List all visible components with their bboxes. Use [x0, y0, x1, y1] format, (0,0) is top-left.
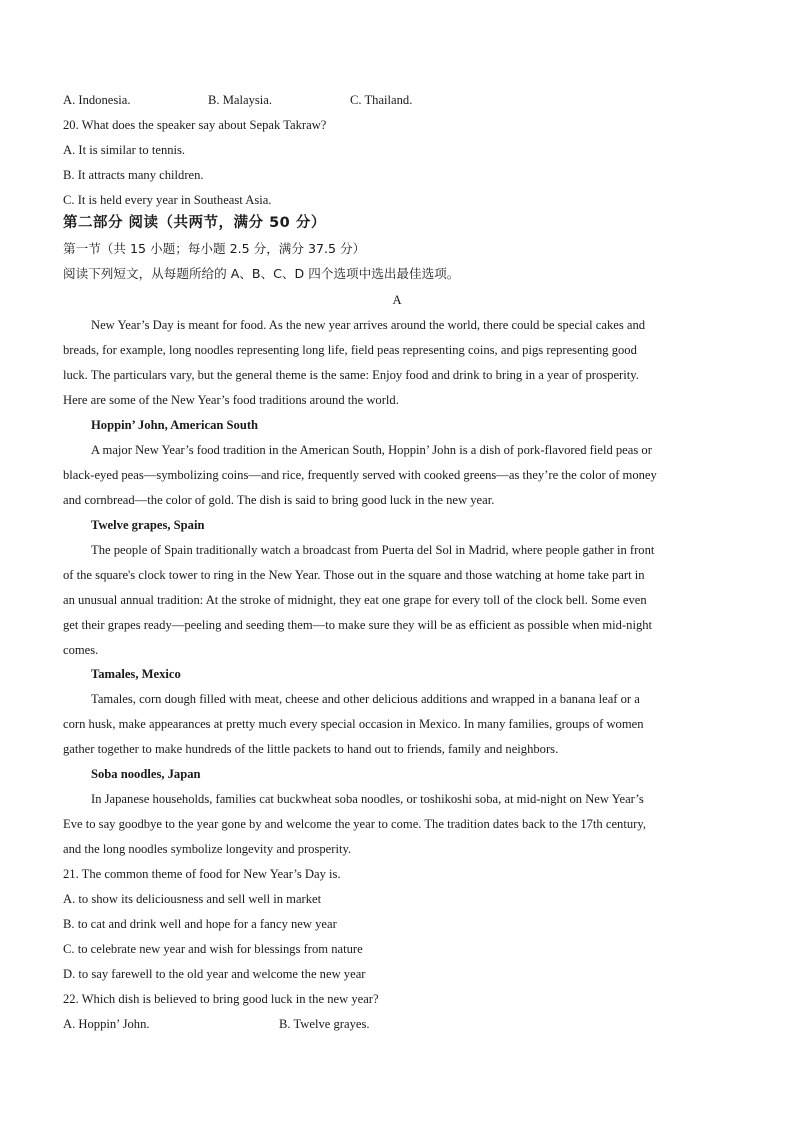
question-20-option-a: A. It is similar to tennis.: [63, 143, 186, 157]
passage-letter: A: [392, 293, 402, 307]
paragraph-line: Eve to say goodbye to the year gone by and welcome the year to come. The tradition dates back to the 17th century,: [63, 817, 646, 831]
question-21-option-c: C. to celebrate new year and wish for blessings from nature: [63, 942, 363, 956]
option-a: A. Indonesia.: [63, 93, 131, 107]
paragraph-line: and the long noodles symbolize longevity and prosperity.: [63, 842, 352, 856]
intro-line: Here are some of the New Year’s food traditions around the world.: [63, 393, 399, 407]
question-21: 21. The common theme of food for New Year’s Day is.: [63, 867, 341, 881]
section-subtitle: 第一节（共 15 小题；每小题 2.5 分，满分 37.5 分）: [63, 241, 366, 256]
subheading-hoppin-john: Hoppin’ John, American South: [91, 418, 259, 432]
paragraph-line: get their grapes ready—peeling and seeding them—to make sure they will be as efficient as possible when mid-night: [63, 618, 653, 632]
subheading-soba-noodles: Soba noodles, Japan: [91, 767, 201, 781]
paragraph-line: Tamales, corn dough filled with meat, cheese and other delicious additions and wrapped in a banana leaf or a: [91, 692, 640, 706]
paragraph-line: The people of Spain traditionally watch a broadcast from Puerta del Sol in Madrid, where people gather in front: [91, 543, 655, 557]
question-20-option-c: C. It is held every year in Southeast Asia.: [63, 193, 272, 207]
question-21-option-a: A. to show its deliciousness and sell well in market: [63, 892, 322, 906]
question-20-option-b: B. It attracts many children.: [63, 168, 204, 182]
section-instruction: 阅读下列短文，从每题所给的 A、B、C、D 四个选项中选出最佳选项。: [63, 266, 460, 281]
question-22: 22. Which dish is believed to bring good luck in the new year?: [63, 992, 379, 1006]
paragraph-line: comes.: [63, 643, 99, 657]
option-b: B. Malaysia.: [208, 93, 273, 107]
paragraph-line: of the square's clock tower to ring in the New Year. Those out in the square and those watching at home take part in: [63, 568, 645, 582]
subheading-tamales: Tamales, Mexico: [91, 667, 181, 681]
question-22-option-b: B. Twelve grayes.: [279, 1017, 370, 1031]
question-20: 20. What does the speaker say about Sepak Takraw?: [63, 118, 327, 132]
paragraph-line: gather together to make hundreds of the little packets to hand out to friends, family and neighbors.: [63, 742, 559, 756]
section-title: 第二部分 阅读（共两节，满分 50 分）: [63, 215, 326, 231]
paragraph-line: and cornbread—the color of gold. The dish is said to bring good luck in the new year.: [63, 493, 495, 507]
paragraph-line: black-eyed peas—symbolizing coins—and rice, frequently served with cooked greens—as they’re the color of money: [63, 468, 657, 482]
intro-line: breads, for example, long noodles representing long life, field peas representing coins, and pigs representing good: [63, 343, 637, 357]
question-21-option-d: D. to say farewell to the old year and welcome the new year: [63, 967, 366, 981]
paragraph-line: In Japanese households, families cat buckwheat soba noodles, or toshikoshi soba, at mid-night on New Year’s: [91, 792, 644, 806]
paragraph-line: corn husk, make appearances at pretty much every special occasion in Mexico. In many families, groups of women: [63, 717, 644, 731]
intro-line: New Year’s Day is meant for food. As the new year arrives around the world, there could be special cakes and: [91, 318, 646, 332]
option-c: C. Thailand.: [350, 93, 413, 107]
subheading-twelve-grapes: Twelve grapes, Spain: [91, 518, 205, 532]
paragraph-line: an unusual annual tradition: At the stroke of midnight, they eat one grape for every toll of the clock bell. Some even: [63, 593, 647, 607]
question-21-option-b: B. to cat and drink well and hope for a fancy new year: [63, 917, 337, 931]
paragraph-line: A major New Year’s food tradition in the American South, Hoppin’ John is a dish of pork-flavored field peas or: [91, 443, 652, 457]
intro-line: luck. The particulars vary, but the general theme is the same: Enjoy food and drink to bring in a year of prosperity.: [63, 368, 639, 382]
question-22-option-a: A. Hoppin’ John.: [63, 1017, 150, 1031]
